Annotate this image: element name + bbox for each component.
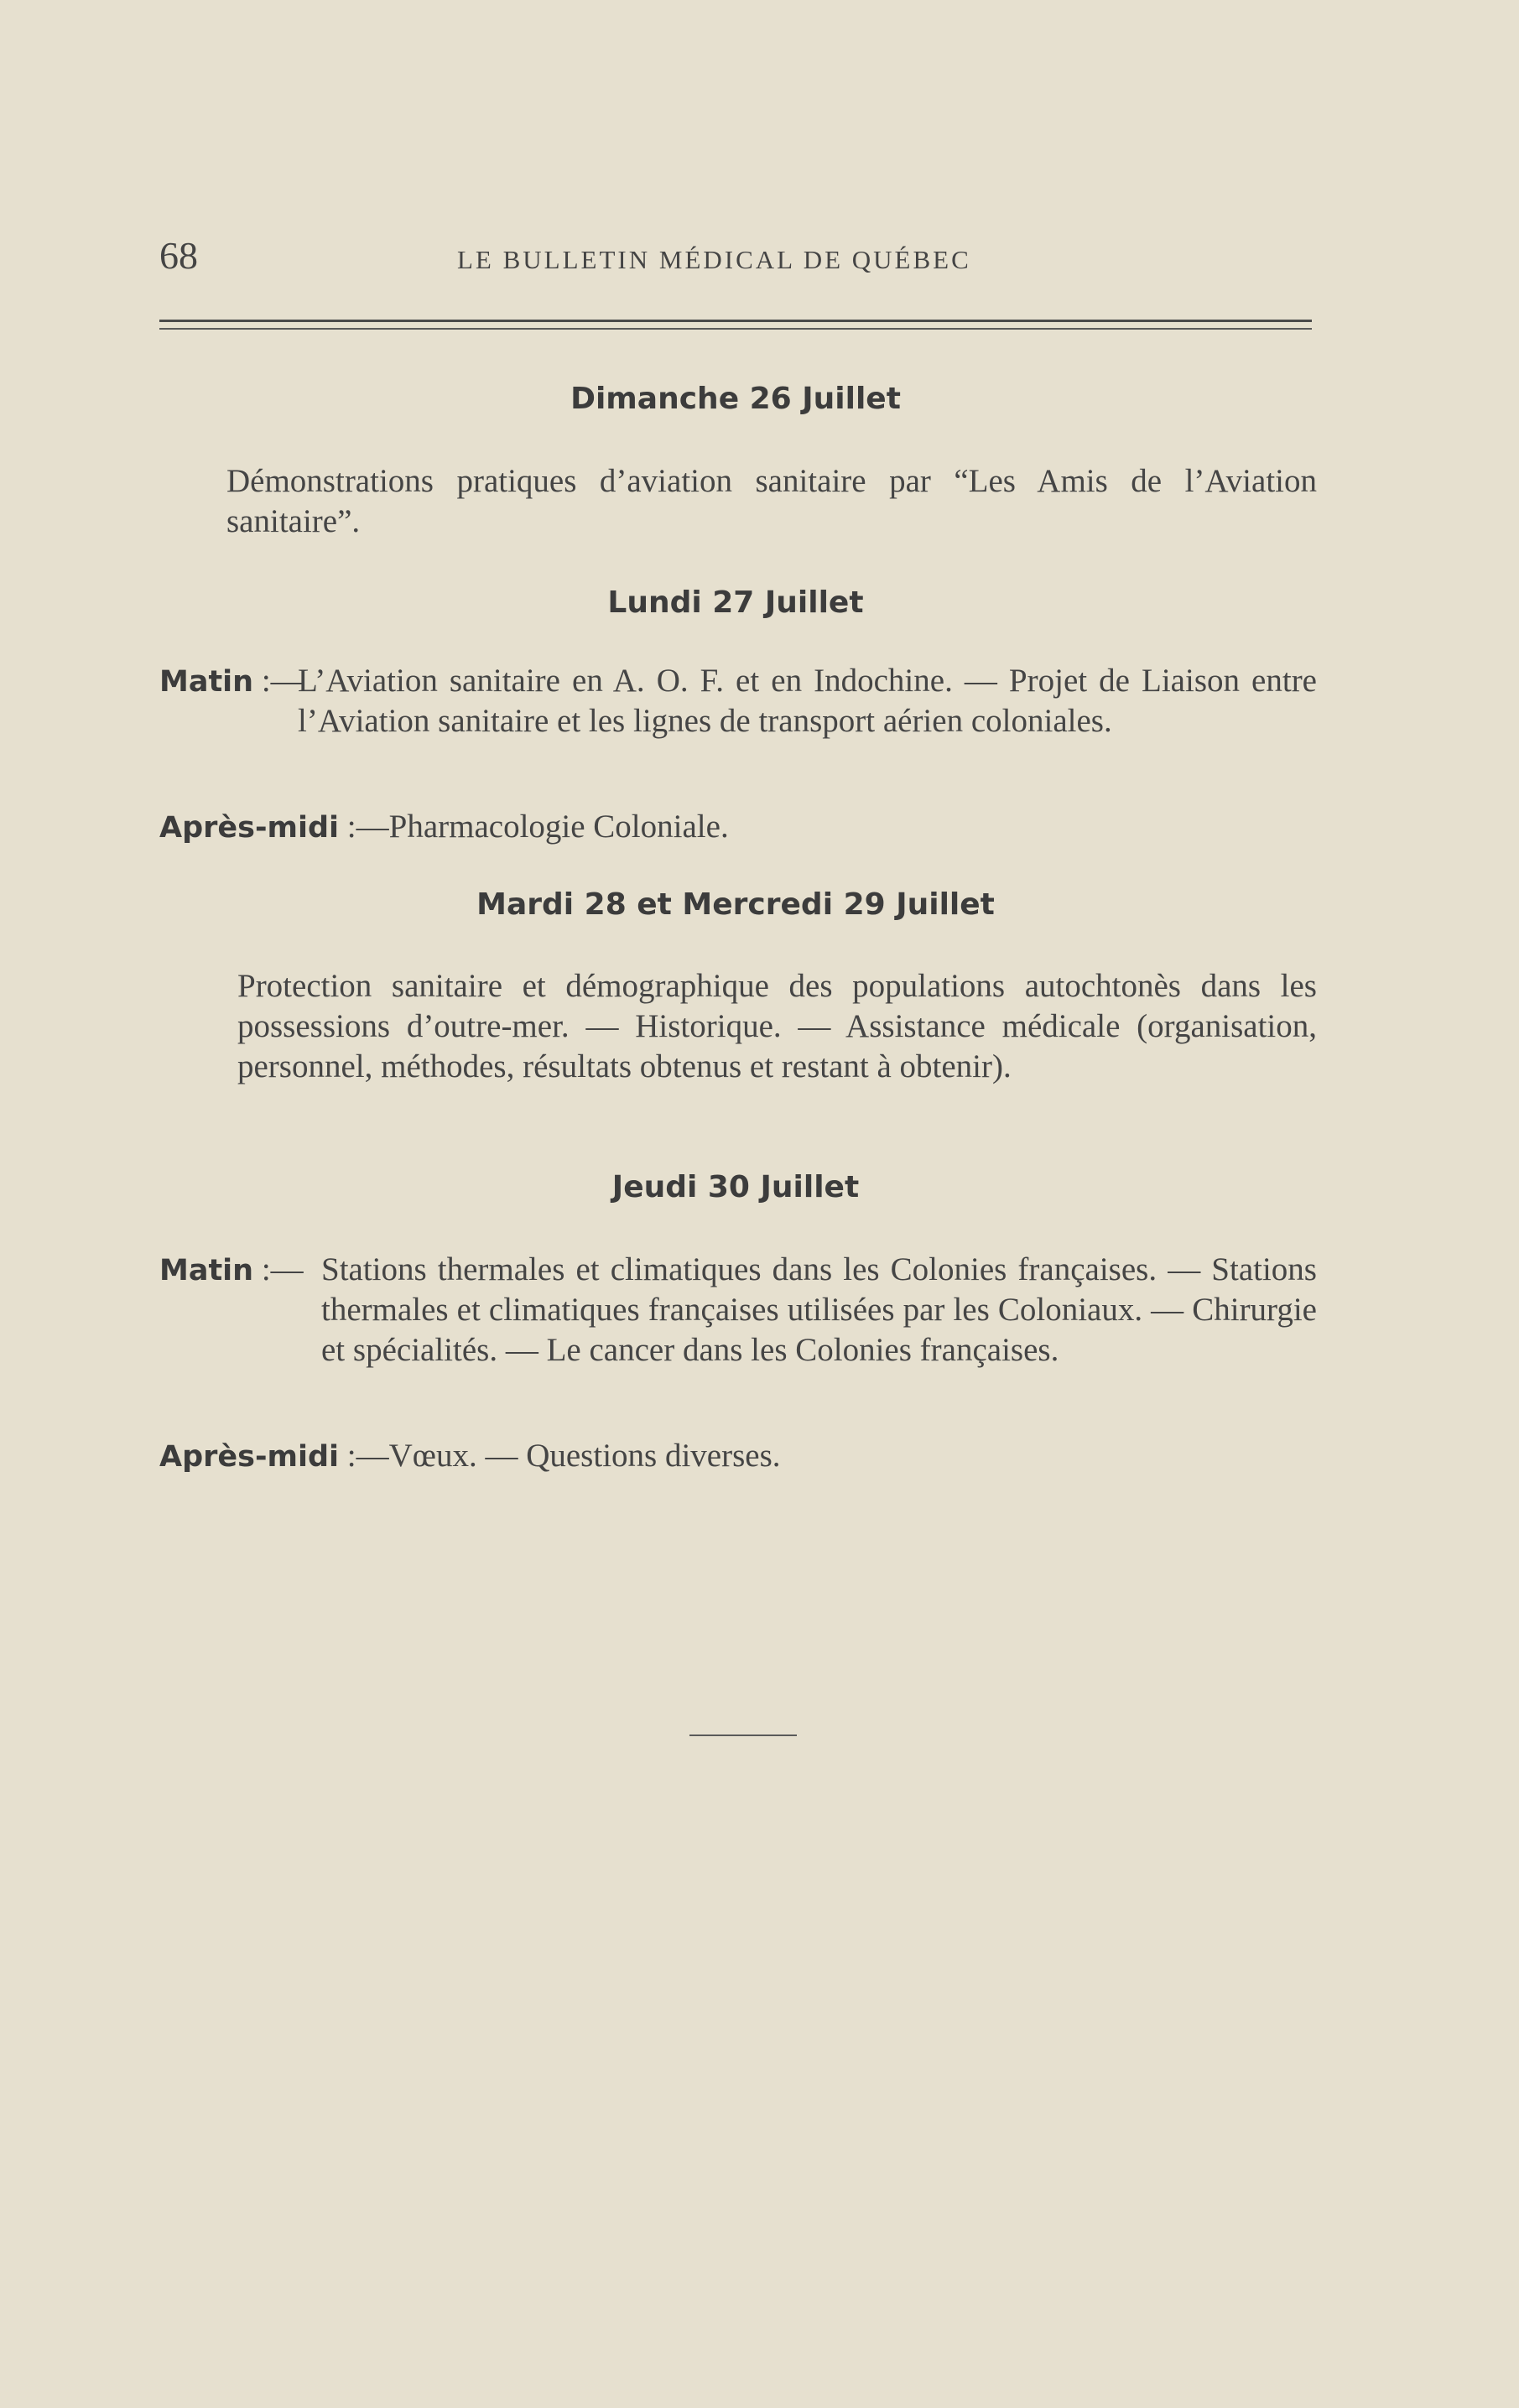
- section-text-dimanche: Démonstrations pratiques d’aviation sanitaire par “Les Amis de l’Aviation sanitaire”.: [226, 463, 1317, 539]
- entry-jeudi-matin-text: [321, 1250, 1317, 1370]
- entry-lundi-apres-midi: [159, 807, 1317, 848]
- entry-separator: :—: [253, 663, 304, 699]
- entry-label: Matin: [159, 665, 254, 699]
- entry-separator: :—: [253, 1251, 304, 1287]
- section-heading-jeudi: Jeudi 30 Juillet: [611, 1170, 860, 1204]
- page-number: 68: [159, 234, 198, 277]
- entry-text: Stations thermales et climatiques dans les Colonies françaises. — Stations thermales et climatiques françaises utilisées par les Coloniaux. — Chirurgie et spécialités. — Le cancer dans les Colonies françaises.: [321, 1251, 1317, 1368]
- entry-label: Après-midi: [159, 811, 340, 845]
- entry-text: Vœux. — Questions diverses.: [388, 1438, 781, 1474]
- end-rule: [689, 1734, 797, 1736]
- running-title: LE BULLETIN MÉDICAL DE QUÉBEC: [457, 245, 971, 274]
- entry-label: Matin: [159, 1254, 254, 1287]
- entry-lundi-matin-text: [298, 661, 1317, 741]
- section-text-mardi-mercredi: Protection sanitaire et démographique des populations autochtonès dans les possessions d’outre-mer. — Historique. — Assistance médicale (organisation, personnel, méthodes, résultats obtenus et restant à obtenir).: [237, 968, 1317, 1084]
- entry-jeudi-apres-midi: [159, 1436, 1317, 1477]
- entry-text: L’Aviation sanitaire en A. O. F. et en Indochine. — Projet de Liaison entre l’Aviation sanitaire et les lignes de transport aérien coloniales.: [298, 663, 1317, 739]
- entry-separator: :—: [339, 809, 389, 845]
- entry-label: Après-midi: [159, 1440, 340, 1474]
- header-rule-secondary: [159, 328, 1312, 330]
- entry-separator: :—: [339, 1438, 389, 1474]
- entry-text: Pharmacologie Coloniale.: [388, 809, 729, 845]
- header-rule: [159, 320, 1312, 322]
- section-heading-lundi: Lundi 27 Juillet: [607, 585, 864, 620]
- section-heading-mardi-mercredi: Mardi 28 et Mercredi 29 Juillet: [476, 887, 995, 922]
- section-heading-dimanche: Dimanche 26 Juillet: [570, 382, 901, 416]
